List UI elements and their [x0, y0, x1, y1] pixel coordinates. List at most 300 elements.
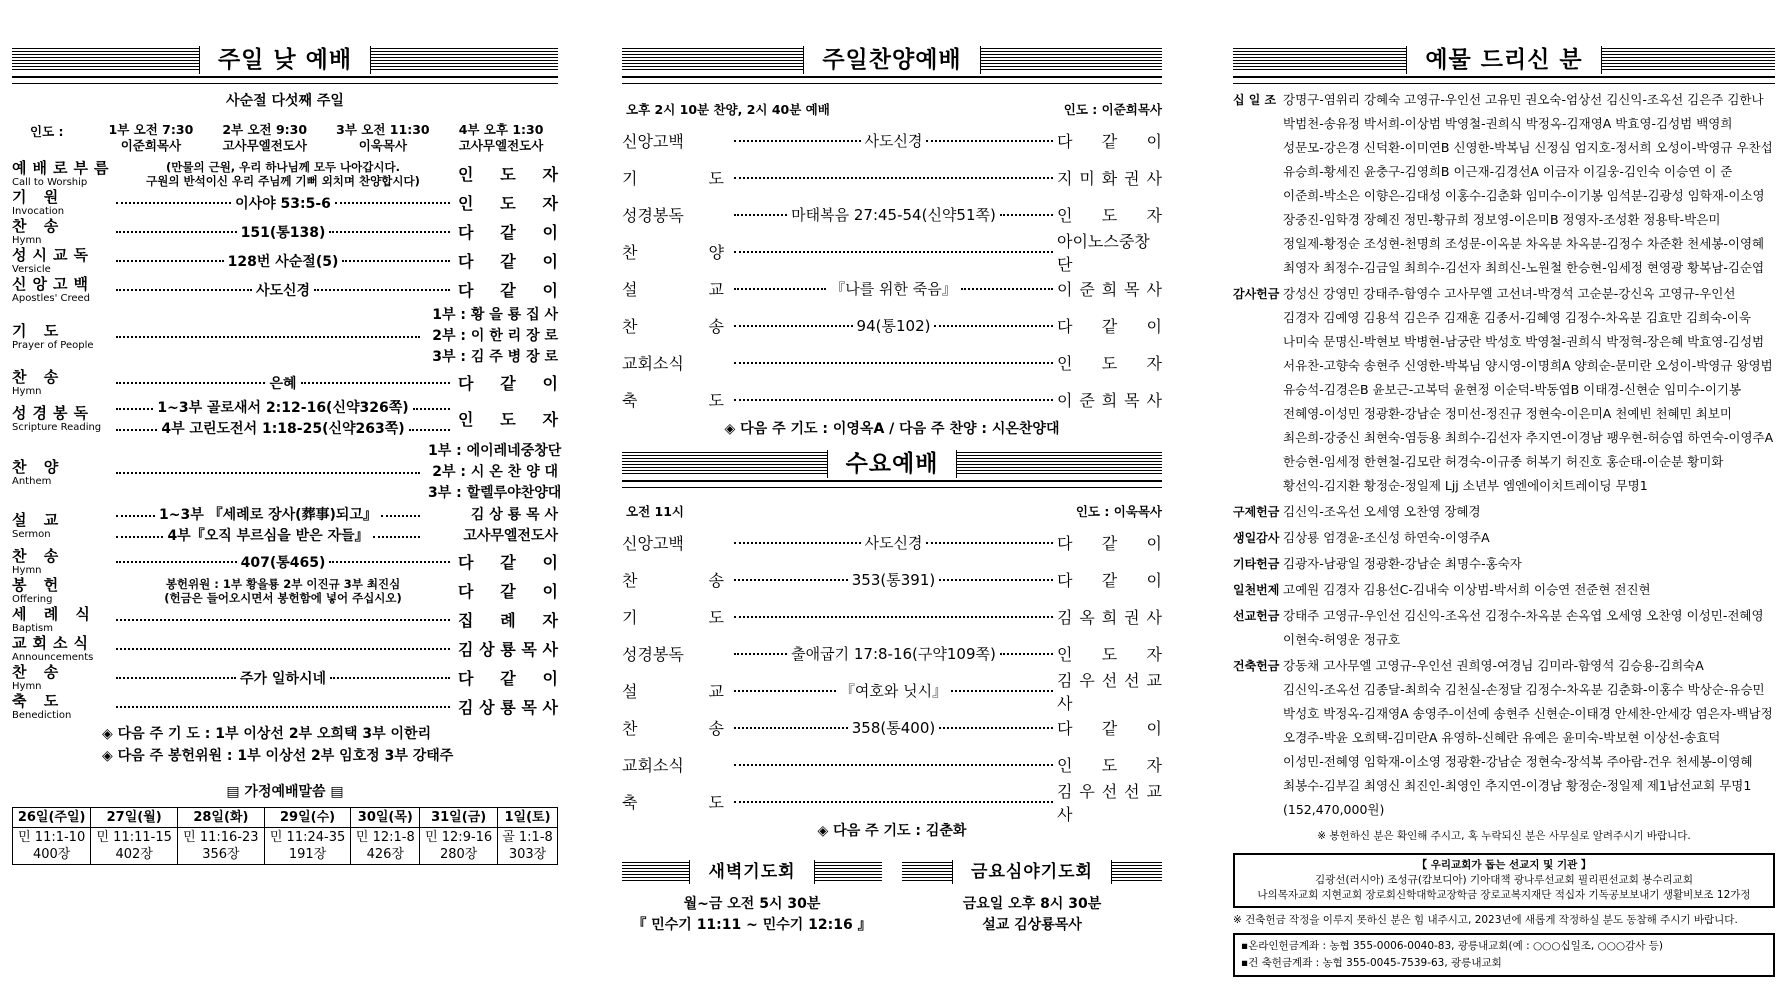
content-line	[112, 472, 424, 474]
group-label: 구제헌금	[1233, 505, 1280, 519]
item-label-en: Sermon	[12, 529, 51, 540]
service-leader: 고사무엘전도사	[222, 138, 307, 153]
offering-group	[1233, 552, 1775, 576]
item-label	[12, 218, 108, 246]
item-responder: 지 미 화 권 사	[1057, 169, 1162, 188]
offering-title: 예물 드리신 분	[1406, 46, 1601, 74]
order-item	[622, 344, 1162, 381]
responder-line: 고사무엘전도사	[463, 528, 558, 544]
item-label-en: Benediction	[12, 710, 72, 721]
item-content	[730, 643, 1057, 664]
order-item	[12, 441, 562, 504]
dots	[734, 801, 1053, 803]
dots	[734, 764, 1053, 766]
item-label: 찬 송	[622, 719, 724, 738]
dots	[381, 515, 420, 517]
page-title: 주일 낮 예배	[199, 46, 371, 74]
dots	[734, 140, 861, 142]
item-content	[730, 204, 1057, 225]
dots	[330, 677, 450, 679]
order-item	[12, 505, 558, 547]
content-line	[112, 648, 454, 650]
names-line: 고예원 김경자 김용선C-김내숙 이상범-박서희 이승연 전준현 전진현	[1283, 582, 1651, 597]
content-text: 사도신경	[864, 132, 923, 150]
afternoon-column	[622, 46, 1162, 936]
item-content	[108, 251, 458, 271]
group-names	[1283, 654, 1775, 822]
item-content	[108, 398, 458, 440]
praise-worship-title: 주일찬양예배	[803, 46, 980, 74]
names-line: 김신익-조옥선 김종달-최희숙 김천실-손정달 김정수-차옥분 김춘화-이홍수 박상순-유승민	[1283, 682, 1765, 697]
names-line: 김신익-조옥선 오세영 오찬영 장혜경	[1283, 504, 1481, 519]
dots	[734, 288, 826, 290]
item-responder	[428, 441, 562, 504]
names-line: 나미숙 문명신-박현보 박병현-남궁란 박성호 박영철-권희식 박정혁-장은혜 박효영-김성범	[1283, 334, 1765, 349]
responder-line: 김 상 룡 목 사	[470, 507, 558, 523]
calendar-cell	[498, 828, 558, 865]
calendar-cell	[264, 828, 351, 865]
calendar-day: 26일(주일)	[13, 808, 91, 828]
order-item	[12, 305, 558, 368]
dots	[335, 202, 450, 204]
group-label: 기타헌금	[1233, 557, 1280, 571]
order-item	[622, 598, 1162, 635]
responder-text: 다 같 이	[458, 668, 558, 688]
group-label: 건축헌금	[1233, 659, 1280, 673]
dots	[329, 561, 450, 563]
family-worship-table	[12, 807, 558, 865]
item-responder: 김 우 선 선 교 사	[1057, 670, 1162, 713]
order-item	[12, 276, 558, 304]
content-text: 4부 고린도전서 1:18-25(신약263쪽)	[161, 421, 405, 437]
offering-group	[1233, 526, 1775, 550]
item-responder: 다 같 이	[1057, 571, 1162, 590]
item-label-en: Hymn	[12, 386, 42, 397]
item-content	[730, 177, 1057, 179]
group-names	[1283, 526, 1775, 550]
service-leader: 인도 : 이준희목사	[1063, 102, 1162, 117]
offering-note: ※ 봉헌하신 분은 확인해 주시고, 혹 누락되신 분은 사무실로 알려주시기 바랍니다.	[1317, 830, 1691, 842]
order-item	[622, 561, 1162, 598]
account-box	[1233, 933, 1775, 977]
item-responder	[458, 697, 558, 718]
offering-column	[1233, 46, 1775, 977]
item-label	[12, 323, 108, 351]
dots	[734, 214, 787, 216]
calendar-hymn: 402장	[115, 847, 153, 862]
dots	[734, 177, 1053, 179]
item-responder	[428, 505, 558, 547]
calendar-cell	[13, 828, 91, 865]
item-label: 교회소식	[622, 354, 684, 373]
item-label-en: Offering	[12, 594, 53, 605]
calendar-hymn: 400장	[32, 847, 71, 862]
item-label	[12, 276, 108, 304]
order-item	[12, 577, 558, 605]
dots	[951, 690, 1053, 692]
subtitle: 사순절 다섯째 주일	[226, 93, 344, 109]
dots	[926, 140, 1053, 142]
dots	[934, 325, 1053, 327]
dots	[116, 706, 450, 708]
calendar-cell	[351, 828, 420, 865]
dots	[116, 536, 163, 538]
item-content	[730, 801, 1057, 803]
item-label-text: 찬 송	[12, 217, 65, 235]
content-text: 『나를 위한 죽음』	[830, 280, 957, 298]
item-label	[12, 247, 108, 275]
content-line	[112, 419, 454, 440]
service-times: 인도 : 1부 오전 7:30 이준희목사 2부 오전 9:30 고사무엘전도사 3부 오전 11:30 이욱목사 4부 오후 1:30 고사무엘전도사	[30, 122, 544, 153]
content-text: 주가 일하시네	[239, 671, 327, 687]
item-content	[108, 373, 458, 393]
dots	[116, 382, 265, 384]
calendar-verse: 민 11:24-35	[269, 830, 346, 845]
content-line	[112, 280, 454, 300]
item-content	[730, 315, 1057, 336]
content-text: (만물의 근원, 우리 하나님께 모두 나아갑시다. 구원의 반석이신 우리 주님께 기뻐 외치며 찬양합시다)	[146, 160, 420, 188]
item-label: 찬 양	[622, 243, 724, 262]
names-line: 최봉수-김부길 최영신 최진인-최영인 추지연-이경남 황정순-정일제 제1남선교회 무명1	[1283, 778, 1752, 793]
content-line	[112, 706, 454, 708]
dots	[734, 727, 848, 729]
item-content	[108, 668, 458, 688]
item-responder	[458, 581, 558, 602]
dots	[116, 515, 155, 517]
item-label-en: Baptism	[12, 623, 53, 634]
names-line: 이현숙-허영운 정규호	[1283, 632, 1401, 647]
content-text: 출애굽기 17:8-16(구약109쪽)	[791, 645, 996, 663]
item-label-text: 세 례 식	[12, 605, 96, 623]
item-responder: 이 준 희 목 사	[1057, 391, 1162, 410]
service-slot	[222, 122, 307, 154]
item-label-en: Invocation	[12, 206, 65, 217]
responder-text: 인 도 자	[458, 409, 558, 429]
dots	[116, 336, 420, 338]
calendar-verse: 민 11:11-15	[96, 830, 172, 845]
section-title	[902, 860, 1162, 884]
dots	[116, 677, 236, 679]
dots	[734, 362, 1053, 364]
item-responder	[458, 280, 558, 301]
item-label	[12, 664, 108, 692]
item-label-text: 교회소식	[12, 634, 94, 652]
dots	[961, 288, 1053, 290]
offering-group	[1233, 282, 1775, 498]
item-label: 찬 송	[622, 317, 724, 336]
item-label-text: 예배로부름	[12, 159, 115, 177]
dots	[314, 289, 450, 291]
content-line	[112, 505, 424, 526]
content-line	[112, 336, 424, 338]
item-responder: 다 같 이	[1057, 719, 1162, 738]
responder-line: 3부 : 김 주 병 장 로	[432, 349, 558, 365]
item-label-en: Announcements	[12, 652, 94, 663]
responder-line: 1부 : 황 을 룡 집 사	[432, 307, 558, 323]
wed-leader: 인도 : 이욱목사	[1075, 504, 1162, 519]
content-text: 사도신경	[255, 283, 311, 299]
item-responder: 아이노스중창단	[1057, 231, 1150, 274]
dots	[734, 653, 787, 655]
content-text: 사도신경	[864, 534, 923, 552]
dots	[116, 289, 252, 291]
group-label: 선교헌금	[1233, 609, 1280, 623]
dots	[116, 202, 231, 204]
names-line: 최은희-강중신 최현숙-염등용 최희수-김선자 추지연-이경남 팽우현-허승엽 하연숙-이영주A	[1283, 430, 1774, 445]
item-label	[12, 189, 108, 217]
item-label-text: 기 도	[12, 321, 65, 340]
names-line: 강성신 강영민 강태주-함영수 고사무엘 고선녀-박경석 고순분-강신옥 고영규-우인선	[1283, 286, 1736, 301]
content-text: 1~3부 『세례로 장사(葬事)되고』	[159, 507, 377, 523]
content-text: 마태복음 27:45-54(신약51쪽)	[791, 206, 996, 224]
order-item	[12, 160, 558, 188]
order-item	[12, 369, 558, 397]
item-responder: 다 같 이	[1057, 317, 1162, 336]
names-line: 최영자 최정수-김금일 최희수-김선자 최희신-노원철 한승현-임세정 현영광 황복남-김순엽	[1283, 260, 1765, 275]
dots	[413, 408, 450, 410]
dots	[734, 616, 1053, 618]
service-slot	[109, 122, 194, 154]
order-item	[622, 307, 1162, 344]
group-label: 십 일 조	[1233, 93, 1277, 107]
item-label: 성경봉독	[622, 645, 684, 664]
names-line: 성문모-강은경 신덕환-이미연B 신영한-박복님 신정심 엄지호-정서희 오성이-박영규 우찬섭	[1283, 140, 1773, 155]
dots	[116, 260, 224, 262]
responder-text: 다 같 이	[458, 552, 558, 572]
item-content	[730, 532, 1057, 553]
content-text: 151(통138)	[240, 225, 326, 241]
order-item	[622, 270, 1162, 307]
item-label: 기 도	[622, 608, 724, 627]
responder-text: 다 같 이	[458, 373, 558, 393]
content-text: 『여호와 닛시』	[839, 682, 948, 700]
content-text: 1~3부 골로새서 2:12-16(신약326쪽)	[157, 400, 409, 416]
item-content	[108, 552, 458, 572]
item-content	[108, 336, 428, 338]
calendar-hymn: 426장	[366, 847, 405, 862]
order-item	[622, 159, 1162, 196]
service-time: 2부 오전 9:30	[222, 122, 308, 137]
item-responder	[458, 373, 558, 394]
group-label: 감사헌금	[1233, 287, 1280, 301]
content-text: 407(통465)	[240, 555, 326, 571]
item-label-text: 봉 헌	[12, 576, 65, 594]
dots	[734, 542, 861, 544]
next-offering: ◈ 다음 주 봉헌위원 : 1부 이상선 2부 임호정 3부 강태주	[102, 748, 454, 764]
dots	[342, 260, 450, 262]
names-line: 강태주 고영규-우인선 김신익-조옥선 김정수-차옥분 손옥엽 오세영 오찬영 이성민-전혜영	[1283, 608, 1764, 623]
item-content	[108, 280, 458, 300]
calendar-cell	[91, 828, 178, 865]
item-label-text: 찬 송	[12, 547, 65, 565]
order-item	[622, 635, 1162, 672]
names-line: 장중진-임학경 장혜진 정민-황규희 정보영-이은미B 정영자-조성환 정용탁-박은미	[1283, 212, 1721, 227]
names-line: 한승현-임세정 한현철-김모란 허경숙-이규종 허복기 허진호 홍순태-이순분 황미화	[1283, 454, 1724, 469]
names-line: 유승석-김경은B 윤보근-고복덕 윤현정 이순덕-박동엽B 이태경-신현순 임미수-이기봉	[1283, 382, 1742, 397]
item-label	[12, 159, 115, 188]
item-label: 성경봉독	[622, 206, 684, 225]
group-names	[1283, 282, 1775, 498]
item-label: 교회소식	[622, 756, 684, 775]
offering-group	[1233, 578, 1775, 602]
responder-text: 김 상 룡 목 사	[458, 697, 558, 717]
calendar-verse: 민 12:9-16	[425, 830, 493, 845]
calendar-verse: 골 1:1-8	[502, 830, 553, 845]
dots	[734, 579, 848, 581]
item-responder	[458, 409, 558, 430]
dots	[734, 399, 1053, 401]
content-text: 이사야 53:5-6	[235, 196, 331, 212]
calendar-verse: 민 11:16-23	[183, 830, 259, 845]
item-content	[730, 362, 1057, 364]
next-prayer: ◈ 다음 주 기 도 : 1부 이상선 2부 오희택 3부 이한리	[102, 726, 432, 742]
item-label: 축 도	[622, 793, 724, 812]
item-responder: 김 옥 희 권 사	[1057, 608, 1162, 627]
dots	[939, 727, 1053, 729]
calendar-hymn: 191장	[288, 847, 327, 862]
item-label	[12, 693, 108, 721]
item-label: 축 도	[622, 391, 724, 410]
dots	[734, 251, 1053, 253]
order-item	[622, 781, 1162, 824]
item-content	[730, 399, 1057, 401]
item-content	[108, 472, 428, 474]
item-label	[12, 369, 108, 397]
group-names	[1283, 552, 1775, 576]
dots	[116, 408, 153, 410]
order-item	[12, 693, 558, 721]
item-responder: 다 같 이	[1057, 534, 1162, 553]
dots	[301, 382, 450, 384]
names-line: (152,470,000원)	[1283, 802, 1385, 817]
service-time: 3부 오전 11:30	[336, 122, 430, 137]
item-content	[108, 577, 458, 605]
section-title	[622, 46, 1162, 74]
responder-text: 다 같 이	[458, 251, 558, 271]
names-line: 이성민-전혜영 임학재-이소영 정광환-강남순 정현숙-장석복 주아람-건우 천세봉-이영혜	[1283, 754, 1753, 769]
order-item	[12, 635, 558, 663]
responder-line: 2부 : 시 온 찬 양 대	[432, 464, 558, 480]
names-line: 김광자-남광일 정광환-강남순 최명수-홍숙자	[1283, 556, 1522, 571]
item-responder: 다 같 이	[1057, 132, 1162, 151]
calendar-hymn: 303장	[508, 847, 547, 862]
calendar-day: 27일(월)	[91, 808, 178, 828]
names-line: 김경자 김예영 김용석 김은주 김재훈 김종서-김혜영 김정수-차옥분 김효만 김희숙-이욱	[1283, 310, 1751, 325]
item-label-en: Versicle	[12, 264, 51, 275]
dots	[373, 536, 420, 538]
family-worship-title: ▤ 가정예배말씀 ▤	[226, 784, 344, 800]
dots	[116, 429, 157, 431]
dots	[734, 325, 853, 327]
sunday-morning-column	[12, 46, 562, 865]
content-line	[112, 552, 454, 572]
order-item	[622, 231, 1162, 274]
item-content	[730, 764, 1057, 766]
item-responder: 인 도 자	[1057, 206, 1162, 225]
content-line	[112, 193, 454, 213]
item-responder	[458, 552, 558, 573]
group-label: 일천번제	[1233, 583, 1280, 597]
item-label	[12, 606, 108, 634]
names-line: 강명구-염위리 강혜숙 고영규-우인선 고유민 권오숙-엄상선 김신익-조옥선 김은주 김한나	[1283, 92, 1764, 107]
names-line: 박범천-송유정 박서희-이상범 박영철-권희식 박정옥-김재영A 박효영-김성범 백영희	[1283, 116, 1733, 131]
wed-next: ◈ 다음 주 기도 : 김춘화	[817, 823, 967, 839]
item-content	[108, 706, 458, 708]
item-content	[730, 130, 1057, 151]
names-line: 전혜영-이성민 정광환-강남순 정미선-정진규 정현숙-이은미A 천예빈 천혜민 최보미	[1283, 406, 1732, 421]
item-content	[108, 505, 428, 547]
item-label-text: 축 도	[12, 692, 65, 710]
item-label	[12, 577, 108, 605]
friday-time: 금요일 오후 8시 30분	[962, 896, 1102, 912]
dots	[409, 429, 450, 431]
item-label-en: Prayer of People	[12, 339, 94, 351]
wed-time: 오전 11시	[626, 504, 684, 519]
item-label-text: 기 원	[12, 188, 65, 206]
content-line	[112, 577, 454, 605]
offering-group	[1233, 654, 1775, 822]
responder-line: 2부 : 이 한 리 장 로	[432, 328, 558, 344]
order-item	[622, 746, 1162, 783]
group-label: 생일감사	[1233, 531, 1280, 545]
item-responder: 인 도 자	[1057, 756, 1162, 775]
item-label: 신앙고백	[622, 132, 684, 151]
item-content	[730, 251, 1057, 253]
item-content	[108, 160, 458, 188]
order-item	[12, 189, 558, 217]
order-item	[12, 398, 558, 440]
offering-group	[1233, 500, 1775, 524]
calendar-day: 29일(수)	[264, 808, 351, 828]
content-text: 은혜	[269, 376, 297, 392]
calendar-hymn: 356장	[202, 847, 240, 862]
group-names	[1283, 500, 1775, 524]
service-leader: 고사무엘전도사	[458, 138, 544, 153]
friday-text: 설교 김상룡목사	[982, 917, 1082, 933]
dots	[926, 542, 1053, 544]
item-responder: 이 준 희 목 사	[1057, 280, 1162, 299]
building-note: ※ 건축헌금 작정을 이루지 못하신 분은 힘 내주시고, 2023년에 새롭게 작정하실 분도 동참해 주시기 바랍니다.	[1233, 914, 1738, 926]
item-label	[12, 459, 108, 487]
wednesday-title: 수요예배	[827, 450, 958, 478]
group-names	[1283, 604, 1775, 652]
item-label	[12, 548, 108, 576]
calendar-cell	[420, 828, 498, 865]
content-line	[112, 373, 454, 393]
content-line	[112, 619, 454, 621]
item-label-text: 성시교독	[12, 246, 94, 264]
order-item	[12, 548, 558, 576]
calendar-hymn: 280장	[439, 847, 478, 862]
calendar-verse: 민 12:1-8	[355, 830, 415, 845]
offering-group	[1233, 604, 1775, 652]
item-content	[730, 680, 1057, 701]
responder-line: 1부 : 에이레네중창단	[428, 443, 562, 459]
item-responder	[458, 610, 558, 631]
dots	[116, 472, 420, 474]
item-label	[12, 635, 108, 663]
order-item	[622, 196, 1162, 233]
dots	[329, 231, 450, 233]
names-line: 유승희-황세진 윤충구-김영희B 이근재-김경선A 이금자 이길웅-김인숙 이승연 이 준	[1283, 164, 1733, 179]
item-responder: 인 도 자	[1057, 354, 1162, 373]
item-responder	[458, 251, 558, 272]
calendar-verse: 민 11:1-10	[18, 830, 86, 845]
item-content	[730, 717, 1057, 738]
responder-text: 김 상 룡 목 사	[458, 639, 558, 659]
dots	[1000, 653, 1053, 655]
responder-text: 인 도 자	[458, 193, 558, 213]
